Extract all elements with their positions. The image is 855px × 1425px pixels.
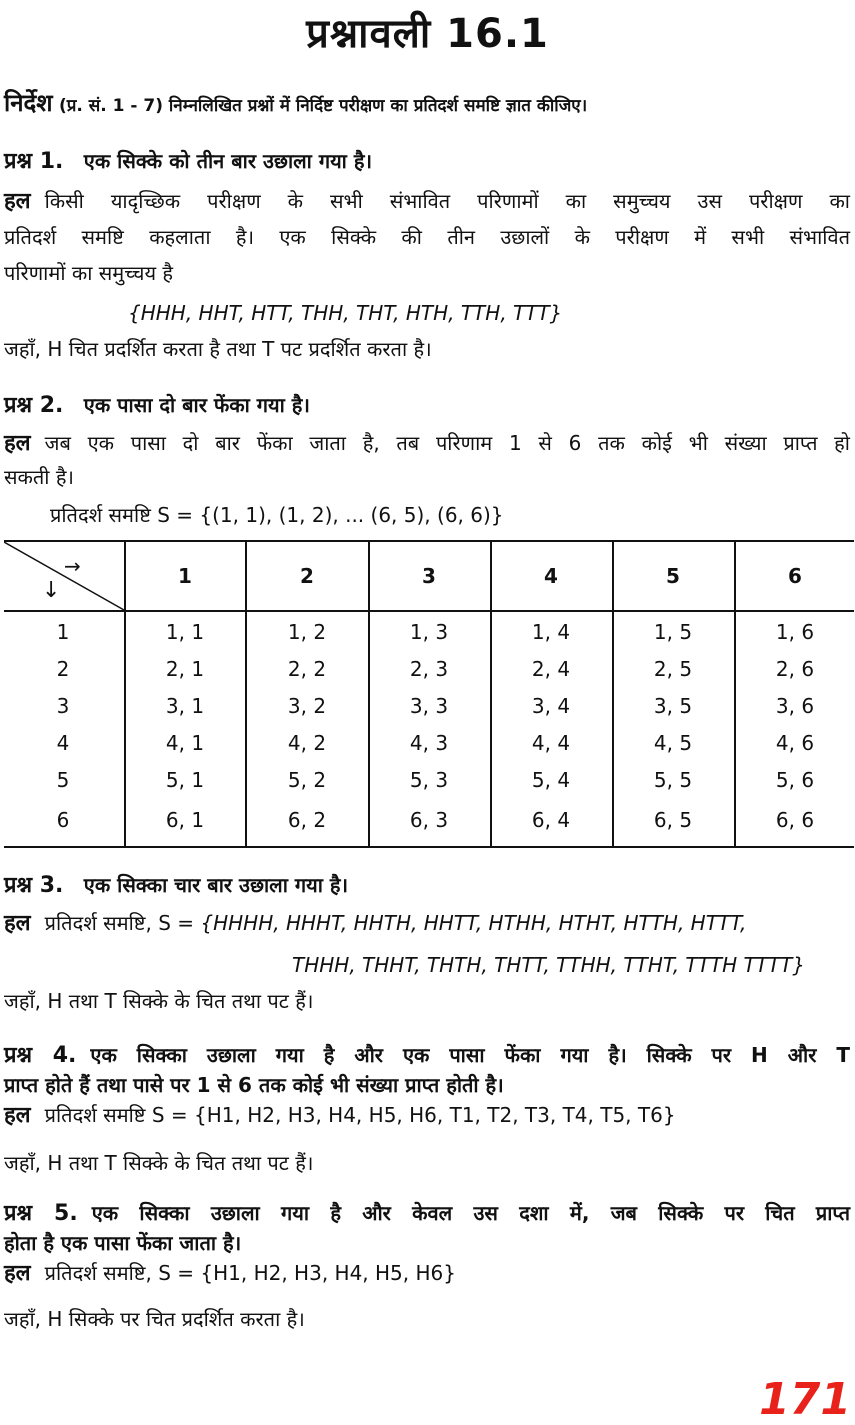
q4-hal-text: प्रतिदर्श समष्टि S = {H1, H2, H3, H4, H5, H6, T1, T2, T3, T4, T5, T6}	[44, 1103, 676, 1127]
q2-question-line	[4, 390, 850, 421]
table-row-label: 3	[56, 694, 70, 718]
table-cell: 5, 3	[409, 768, 449, 792]
table-header-rule	[4, 610, 854, 612]
table-cell: 2, 5	[653, 657, 693, 681]
table-cell: 3, 6	[775, 694, 815, 718]
table-cell: 1, 6	[775, 620, 815, 644]
q5-note: जहाँ, H सिक्के पर चित प्रदर्शित करता है।	[4, 1307, 305, 1331]
table-col-header: 4	[544, 564, 558, 588]
table-cell: 6, 5	[653, 808, 693, 832]
q1-hal-line3: परिणामों का समुच्चय है	[4, 261, 174, 285]
q4-question-line1	[4, 1040, 850, 1071]
table-vline	[734, 540, 736, 846]
q3-hal-prefix: प्रतिदर्श समष्टि, S =	[44, 911, 201, 935]
page-number: 171	[759, 1374, 851, 1425]
table-cell: 6, 1	[165, 808, 205, 832]
q1-hal-text1: किसी यादृच्छिक परीक्षण के सभी संभावित परिणामों का समुच्चय उस परीक्षण का	[44, 189, 850, 213]
q2-hal-text1: जब एक पासा दो बार फेंका जाता है, तब परिणाम 1 से 6 तक कोई भी संख्या प्राप्त हो	[44, 431, 850, 455]
q1-hal-line1	[4, 186, 850, 217]
table-cell: 3, 3	[409, 694, 449, 718]
corner-arrow-down: ↓	[42, 578, 61, 603]
q1-question-line	[4, 146, 850, 177]
table-col-header: 3	[422, 564, 436, 588]
table-row-label: 5	[56, 768, 70, 792]
table-vline	[124, 540, 126, 846]
table-cell: 6, 4	[531, 808, 571, 832]
table-cell: 4, 1	[165, 731, 205, 755]
table-cell: 2, 2	[287, 657, 327, 681]
q3-hal-line1	[4, 908, 850, 939]
table-cell: 1, 4	[531, 620, 571, 644]
q5-hal-text: प्रतिदर्श समष्टि, S = {H1, H2, H3, H4, H5, H6}	[44, 1261, 456, 1285]
q4-hal-line	[4, 1100, 850, 1131]
q2-question: एक पासा दो बार फेंका गया है।	[83, 393, 310, 417]
table-cell: 1, 2	[287, 620, 327, 644]
q5-hal-line	[4, 1258, 850, 1289]
q3-question-line	[4, 870, 850, 901]
table-row-label: 1	[56, 620, 70, 644]
q5-question-line2: होता है एक पासा फेंका जाता है।	[4, 1231, 242, 1255]
q4-note: जहाँ, H तथा T सिक्के के चित तथा पट हैं।	[4, 1151, 314, 1175]
q1-note: जहाँ, H चित प्रदर्शित करता है तथा T पट प्रदर्शित करता है।	[4, 337, 432, 361]
table-cell: 4, 3	[409, 731, 449, 755]
table-cell: 1, 5	[653, 620, 693, 644]
table-col-header: 6	[788, 564, 802, 588]
table-cell: 5, 2	[287, 768, 327, 792]
page-title: प्रश्नावली 16.1	[306, 11, 549, 57]
table-cell: 2, 3	[409, 657, 449, 681]
q1-sample-set: {HHH, HHT, HTT, THH, THT, HTH, TTH, TTT}	[128, 301, 563, 325]
corner-arrow-right: →	[64, 554, 81, 578]
table-cell: 4, 5	[653, 731, 693, 755]
q4-question1: एक सिक्का उछाला गया है और एक पासा फेंका गया है। सिक्के पर H और T	[90, 1043, 850, 1067]
table-row-label: 6	[56, 808, 70, 832]
q3-note: जहाँ, H तथा T सिक्के के चित तथा पट हैं।	[4, 989, 314, 1013]
q1-hal-label: हल	[4, 189, 31, 214]
q3-set-line2: THHH, THHT, THTH, THTT, TTHH, TTHT, TTTH TTTT}	[292, 953, 806, 977]
q4-question-line2: प्राप्त होते हैं तथा पासे पर 1 से 6 तक कोई भी संख्या प्राप्त होती है।	[4, 1073, 504, 1097]
table-cell: 2, 1	[165, 657, 205, 681]
q2-hal-line2: सकती है।	[4, 465, 75, 489]
q1-hal-line2: प्रतिदर्श समष्टि कहलाता है। एक सिक्के की तीन उछालों के परीक्षण में सभी संभावित	[4, 225, 850, 249]
q3-question: एक सिक्का चार बार उछाला गया है।	[83, 873, 349, 897]
q4-label: प्रश्न 4.	[4, 1043, 77, 1068]
table-cell: 2, 4	[531, 657, 571, 681]
instruction-text: (प्र. सं. 1 - 7) निम्नलिखित प्रश्नों में निर्दिष्ट परीक्षण का प्रतिदर्श समष्टि ज्ञात कीजिए।	[58, 96, 588, 116]
table-vline	[612, 540, 614, 846]
table-vline	[368, 540, 370, 846]
table-cell: 3, 5	[653, 694, 693, 718]
table-cell: 3, 1	[165, 694, 205, 718]
table-cell: 3, 4	[531, 694, 571, 718]
table-cell: 6, 6	[775, 808, 815, 832]
instruction	[4, 88, 850, 121]
q2-hal-label: हल	[4, 431, 31, 456]
table-bottom-rule	[4, 846, 854, 848]
table-cell: 5, 6	[775, 768, 815, 792]
table-cell: 6, 2	[287, 808, 327, 832]
table-vline	[245, 540, 247, 846]
q2-sample-space: प्रतिदर्श समष्टि S = {(1, 1), (1, 2), ... (6, 5), (6, 6)}	[50, 503, 504, 527]
q2-label: प्रश्न 2.	[4, 393, 64, 418]
table-cell: 5, 5	[653, 768, 693, 792]
table-cell: 1, 1	[165, 620, 205, 644]
q2-hal-line1	[4, 428, 850, 459]
table-cell: 5, 1	[165, 768, 205, 792]
q5-hal-label: हल	[4, 1261, 31, 1286]
table-cell: 4, 4	[531, 731, 571, 755]
q3-label: प्रश्न 3.	[4, 873, 64, 898]
q3-hal-label: हल	[4, 911, 31, 936]
q5-label: प्रश्न 5.	[4, 1201, 78, 1226]
table-col-header: 5	[666, 564, 680, 588]
table-col-header: 2	[300, 564, 314, 588]
table-cell: 1, 3	[409, 620, 449, 644]
q3-set-line1: {HHHH, HHHT, HHTH, HHTT, HTHH, HTHT, HTTH, HTTT,	[200, 911, 747, 935]
table-cell: 2, 6	[775, 657, 815, 681]
table-vline	[490, 540, 492, 846]
q1-label: प्रश्न 1.	[4, 149, 64, 174]
q4-hal-label: हल	[4, 1103, 31, 1128]
q5-question-line1	[4, 1198, 850, 1229]
table-cell: 4, 6	[775, 731, 815, 755]
table-cell: 6, 3	[409, 808, 449, 832]
q1-question: एक सिक्के को तीन बार उछाला गया है।	[83, 149, 373, 173]
table-cell: 4, 2	[287, 731, 327, 755]
table-col-header: 1	[178, 564, 192, 588]
q5-question1: एक सिक्का उछाला गया है और केवल उस दशा में, जब सिक्के पर चित प्राप्त	[91, 1201, 850, 1225]
table-row-label: 4	[56, 731, 70, 755]
table-cell: 3, 2	[287, 694, 327, 718]
table-top-rule	[4, 540, 854, 542]
table-cell: 5, 4	[531, 768, 571, 792]
instruction-lead: निर्देश	[4, 89, 53, 117]
table-row-label: 2	[56, 657, 70, 681]
